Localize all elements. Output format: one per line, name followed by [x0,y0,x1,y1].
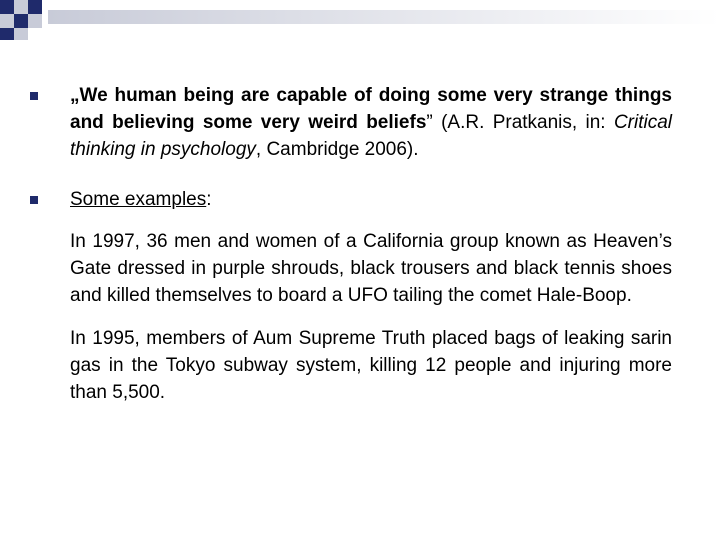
examples-heading: Some examples: [70,189,212,210]
header-square [0,14,14,28]
header-square [0,0,14,14]
slide-content [30,82,672,406]
header-square [28,14,42,28]
example-paragraph: In 1997, 36 men and women of a California group known as Heaven’s Gate dressed in purple shrouds, black trousers and black tennis shoes and killed themselves to board a UFO tailing the comet Hale-Boop. [70,231,672,306]
quote-bold: „We human being are capable of doing some very strange things and believing some very weird beliefs [70,85,672,133]
header-square [14,0,28,14]
bullet-quote [30,82,672,163]
quote-text: „We human being are capable of doing some very strange things and believing some very weird beliefs” (A.R. Pratkanis, in: Critical thinking in psychology, Cambridge 2006). [70,85,672,160]
example-paragraph: In 1995, members of Aum Supreme Truth placed bags of leaking sarin gas in the Tokyo subway system, killing 12 people and injuring more than 5,500. [70,328,672,403]
bullet-examples [30,186,672,213]
header-gradient-bar [48,10,720,24]
square-bullet-icon [30,196,38,204]
header-square [28,0,42,14]
square-bullet-icon [30,92,38,100]
header-square [0,28,14,40]
header-square [14,14,28,28]
header-decoration [0,0,720,40]
header-square [14,28,28,40]
source-title: Critical thinking in psychology [70,112,672,160]
